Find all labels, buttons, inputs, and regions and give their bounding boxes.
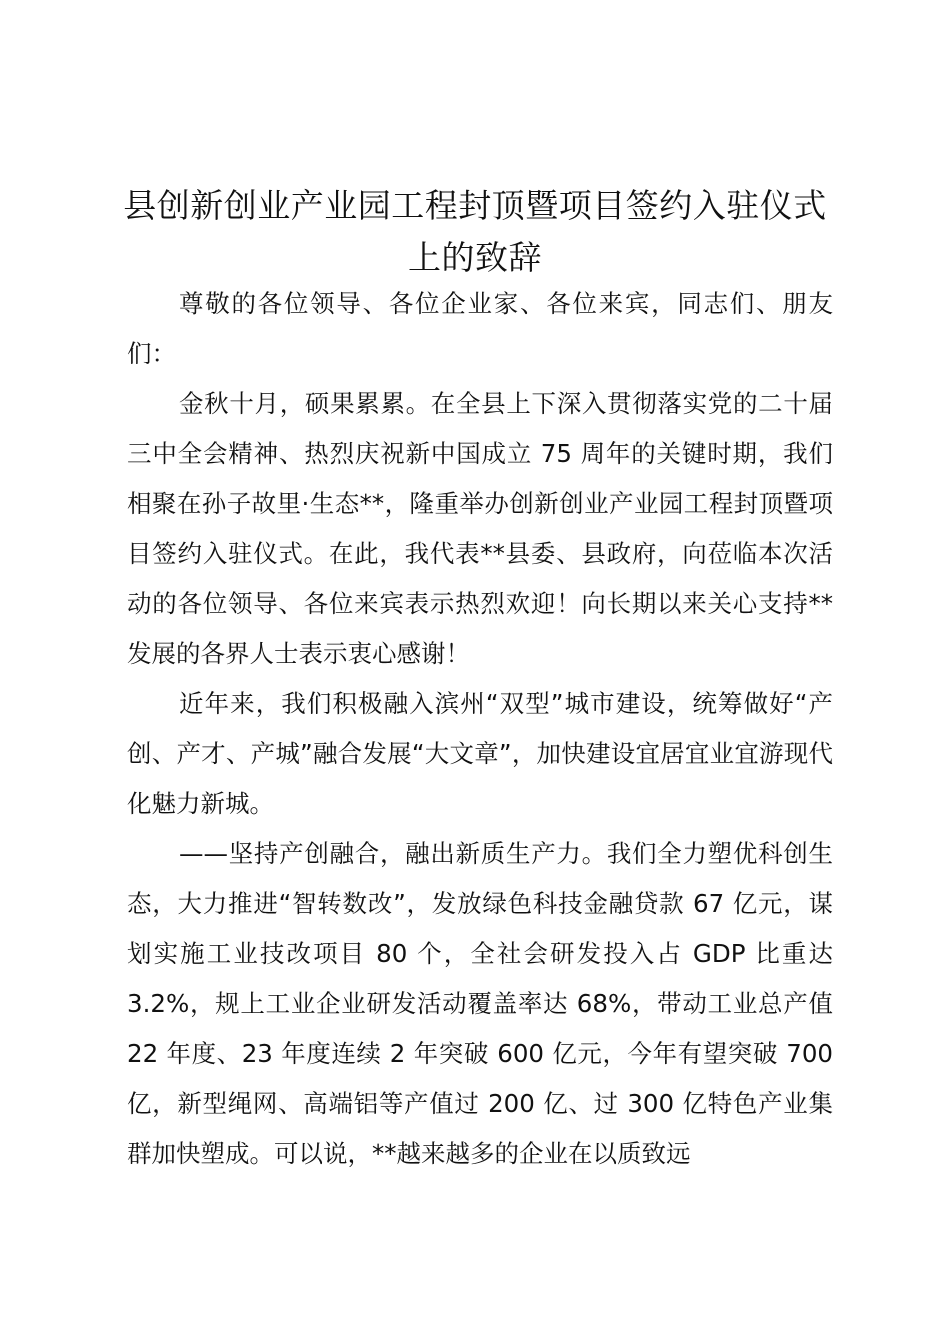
body-paragraph: 近年来，我们积极融入滨州“双型”城市建设，统筹做好“产创、产才、产城”融合发展“大文章”，加快建设宜居宜业宜游现代化魅力新城。 — [127, 689, 833, 818]
document-title: 县创新创业产业园工程封顶暨项目签约入驻仪式上的致辞 — [123, 186, 827, 277]
body-paragraph: ——坚持产创融合，融出新质生产力。我们全力塑优科创生态，大力推进“智转数改”，发放绿色科技金融贷款 67 亿元，谋划实施工业技改项目 80 个，全社会研发投入占 GDP 比重达 3.2%，规上工业企业研发活动覆盖率达 68%，带动工业总产值 22 年度、23 年度连续 2 年突破 600 亿元，今年有望突破 700 亿，新型绳网、高端铝等产值过 200 亿、过 300 亿特色产业集群加快塑成。可以说，**越来越多的企业在以质致远 — [127, 839, 833, 1168]
document-body — [127, 279, 833, 1179]
body-paragraph: 金秋十月，硕果累累。在全县上下深入贯彻落实党的二十届三中全会精神、热烈庆祝新中国成立 75 周年的关键时期，我们相聚在孙子故里·生态**，隆重举办创新创业产业园工程封顶暨项目签约入驻仪式。在此，我代表**县委、县政府，向莅临本次活动的各位领导、各位来宾表示热烈欢迎！向长期以来关心支持**发展的各界人士表示衷心感谢！ — [127, 389, 833, 668]
salutation-paragraph: 尊敬的各位领导、各位企业家、各位来宾，同志们、朋友们： — [127, 289, 833, 368]
